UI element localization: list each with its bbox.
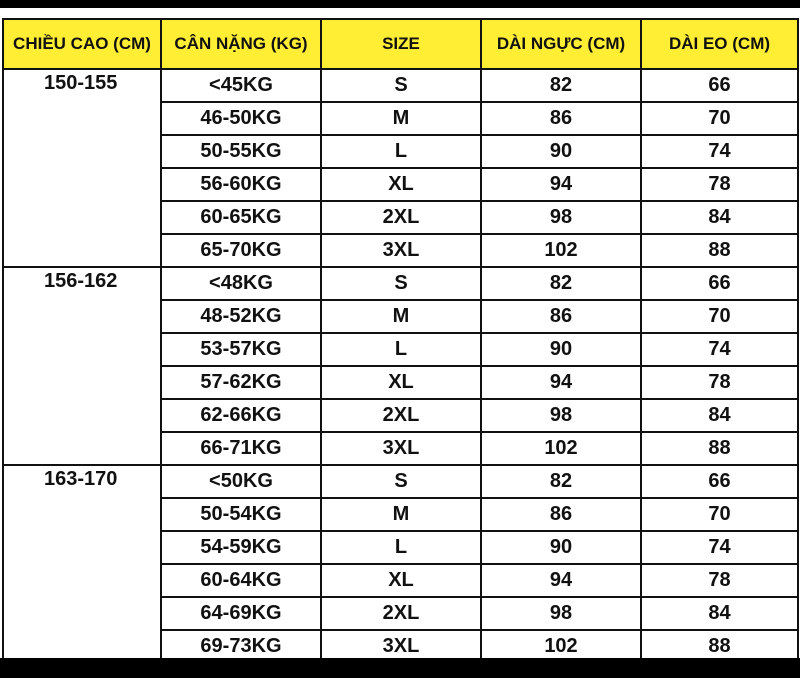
waist-cell: 88 (641, 630, 798, 663)
header-size: SIZE (321, 19, 481, 69)
size-cell: 3XL (321, 630, 481, 663)
weight-cell: 56-60KG (161, 168, 321, 201)
header-height: CHIỀU CAO (CM) (3, 19, 161, 69)
size-cell: M (321, 102, 481, 135)
chest-cell: 86 (481, 498, 641, 531)
header-weight: CÂN NẶNG (KG) (161, 19, 321, 69)
size-cell: L (321, 333, 481, 366)
weight-cell: 60-65KG (161, 201, 321, 234)
waist-cell: 66 (641, 465, 798, 498)
waist-cell: 84 (641, 201, 798, 234)
weight-cell: 50-54KG (161, 498, 321, 531)
size-cell: 2XL (321, 201, 481, 234)
chest-cell: 90 (481, 333, 641, 366)
size-cell: M (321, 498, 481, 531)
size-cell: 2XL (321, 597, 481, 630)
weight-cell: <48KG (161, 267, 321, 300)
chest-cell: 82 (481, 465, 641, 498)
chest-cell: 98 (481, 597, 641, 630)
size-cell: 2XL (321, 399, 481, 432)
size-cell: S (321, 267, 481, 300)
chest-cell: 94 (481, 564, 641, 597)
table-row (3, 69, 798, 102)
header-row (3, 19, 798, 69)
chest-cell: 98 (481, 201, 641, 234)
weight-cell: 46-50KG (161, 102, 321, 135)
height-range-cell: 156-162 (3, 267, 161, 465)
waist-cell: 84 (641, 399, 798, 432)
waist-cell: 70 (641, 300, 798, 333)
waist-cell: 88 (641, 432, 798, 465)
waist-cell: 70 (641, 498, 798, 531)
weight-cell: <45KG (161, 69, 321, 102)
chest-cell: 94 (481, 366, 641, 399)
chest-cell: 102 (481, 630, 641, 663)
weight-cell: 69-73KG (161, 630, 321, 663)
weight-cell: 57-62KG (161, 366, 321, 399)
size-cell: 3XL (321, 234, 481, 267)
weight-cell: 53-57KG (161, 333, 321, 366)
chest-cell: 102 (481, 432, 641, 465)
chest-cell: 98 (481, 399, 641, 432)
weight-cell: 50-55KG (161, 135, 321, 168)
waist-cell: 74 (641, 135, 798, 168)
chest-cell: 90 (481, 531, 641, 564)
weight-cell: 62-66KG (161, 399, 321, 432)
chest-cell: 102 (481, 234, 641, 267)
height-range-cell: 150-155 (3, 69, 161, 267)
size-cell: XL (321, 168, 481, 201)
waist-cell: 78 (641, 564, 798, 597)
waist-cell: 84 (641, 597, 798, 630)
waist-cell: 88 (641, 234, 798, 267)
chest-cell: 86 (481, 300, 641, 333)
bottom-border-bar (0, 658, 800, 678)
table-row (3, 267, 798, 300)
table-body (3, 69, 798, 663)
chest-cell: 94 (481, 168, 641, 201)
size-cell: M (321, 300, 481, 333)
size-chart-table (2, 18, 799, 664)
waist-cell: 66 (641, 69, 798, 102)
size-cell: S (321, 69, 481, 102)
size-cell: XL (321, 564, 481, 597)
weight-cell: 54-59KG (161, 531, 321, 564)
waist-cell: 78 (641, 366, 798, 399)
chest-cell: 90 (481, 135, 641, 168)
waist-cell: 66 (641, 267, 798, 300)
chest-cell: 82 (481, 69, 641, 102)
weight-cell: 48-52KG (161, 300, 321, 333)
waist-cell: 78 (641, 168, 798, 201)
weight-cell: 65-70KG (161, 234, 321, 267)
height-range-cell: 163-170 (3, 465, 161, 663)
header-waist: DÀI EO (CM) (641, 19, 798, 69)
weight-cell: <50KG (161, 465, 321, 498)
size-cell: L (321, 531, 481, 564)
weight-cell: 64-69KG (161, 597, 321, 630)
size-chart-sheet (0, 8, 800, 658)
chest-cell: 86 (481, 102, 641, 135)
weight-cell: 66-71KG (161, 432, 321, 465)
waist-cell: 74 (641, 531, 798, 564)
size-cell: S (321, 465, 481, 498)
waist-cell: 70 (641, 102, 798, 135)
table-row (3, 465, 798, 498)
size-cell: L (321, 135, 481, 168)
size-cell: XL (321, 366, 481, 399)
waist-cell: 74 (641, 333, 798, 366)
chest-cell: 82 (481, 267, 641, 300)
header-chest: DÀI NGỰC (CM) (481, 19, 641, 69)
size-cell: 3XL (321, 432, 481, 465)
weight-cell: 60-64KG (161, 564, 321, 597)
